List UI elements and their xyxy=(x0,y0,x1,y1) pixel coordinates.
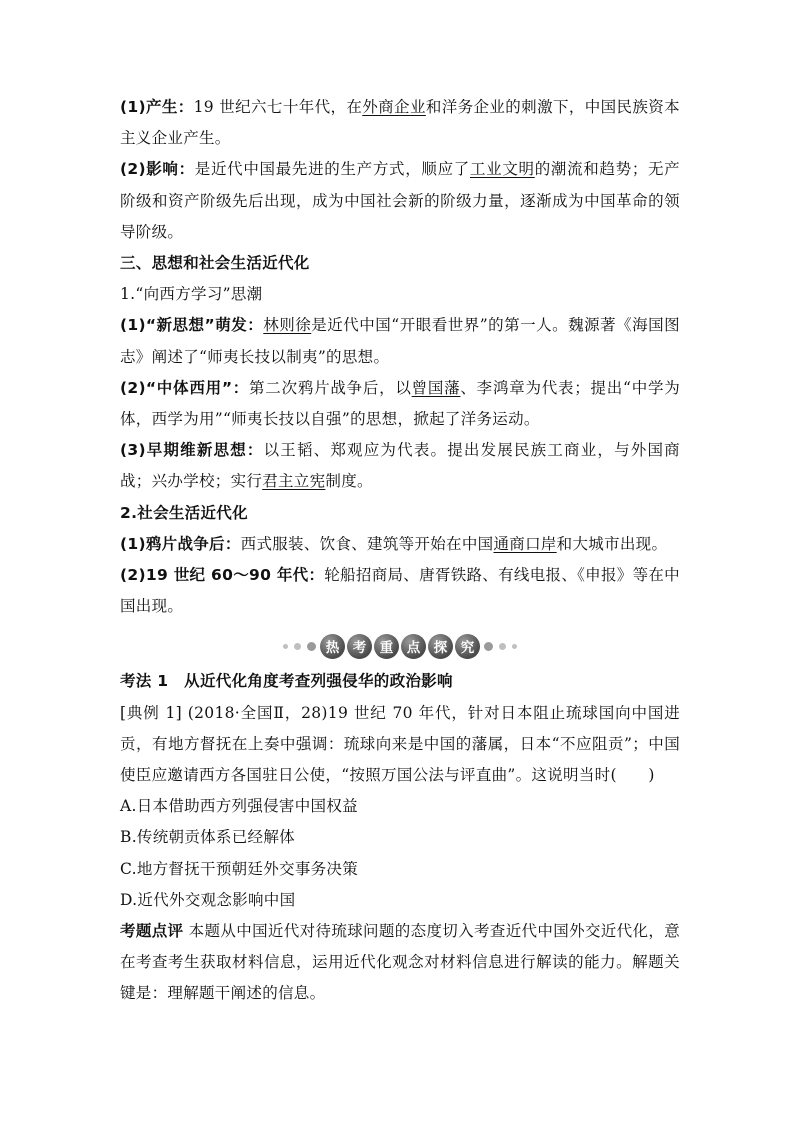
underlined-term: 外商企业 xyxy=(362,98,426,116)
text: 轮船招商局、唐胥铁路、有线电报、《申报》等在中国出现。 xyxy=(120,566,680,616)
paragraph-zhongti-xiyong xyxy=(120,373,680,435)
decor-dot-icon xyxy=(294,643,301,650)
option-c: C.地方督抚干预朝廷外交事务决策 xyxy=(120,859,359,878)
text: 是近代中国最先进的生产方式，顺应了 xyxy=(194,160,470,179)
document-page xyxy=(120,92,680,1010)
text: 以王韬、郑观应为代表。提出发展民族工商业，与外国商战；兴办学校；实行 xyxy=(120,441,680,491)
text: 的潮流和趋势；无产阶级和资产阶级先后出现，成为中国社会新的阶级力量，逐渐成为中国革命的领导阶级。 xyxy=(120,160,680,241)
text: 第二次鸦片战争后，以 xyxy=(249,378,412,397)
kaofa-heading: 考法 1 从近代化角度考查列强侵华的政治影响 xyxy=(120,672,453,691)
text: 、李鸿章为代表；提出“中学为体，西学为用”“师夷长技以自强”的思想，掀起了洋务运动。 xyxy=(120,378,681,429)
option-d: D.近代外交观念影响中国 xyxy=(120,890,296,909)
underlined-term: 君主立宪 xyxy=(262,472,326,491)
label-after-opium-war: (1)鸦片战争后： xyxy=(120,534,241,553)
label-zhongti-xiyong: (2)“中体西用”： xyxy=(120,378,250,397)
subheading-social-life: 2.社会生活近代化 xyxy=(120,503,248,522)
label-early-reform: (3)早期维新思想： xyxy=(120,441,264,460)
section-banner xyxy=(120,628,680,664)
decor-dot-icon xyxy=(307,642,316,651)
review-paragraph xyxy=(120,916,680,1010)
decor-dot-icon xyxy=(484,642,493,651)
paragraph-emergence xyxy=(120,92,680,154)
paragraph-early-reform xyxy=(120,435,680,497)
underlined-term: 工业文明 xyxy=(469,160,535,179)
underlined-term: 林则徐 xyxy=(263,316,312,335)
text: 本题从中国近代对待琉球问题的态度切入考查近代中国外交近代化，意在考查考生获取材料信息，运用近代化观念对材料信息进行解读的能力。解题关键是：理解题干阐述的信息。 xyxy=(120,922,680,1003)
text: 19 世纪六七十年代，在 xyxy=(193,98,363,116)
section-heading: 三、思想和社会生活近代化 xyxy=(120,254,310,273)
banner-char: 究 xyxy=(455,634,480,659)
underlined-term: 通商口岸 xyxy=(493,534,557,553)
label-new-thought: (1)“新思想”萌发： xyxy=(120,316,264,335)
text: 和洋务企业的刺激下，中国民族资本主义企业产生。 xyxy=(120,98,680,148)
paragraph-new-thought xyxy=(120,310,680,372)
banner-char: 热 xyxy=(320,634,345,659)
banner-char: 探 xyxy=(428,634,453,659)
underlined-term: 曾国藩 xyxy=(411,378,461,397)
label-emergence: (1)产生： xyxy=(120,98,194,116)
banner-char: 考 xyxy=(347,634,372,659)
example-question: [典例 1] (2018·全国Ⅱ，28)19 世纪 70 年代，针对日本阻止琉球国向中国进贡，有地方督抚在上奏中强调：琉球向来是中国的藩属，日本“不应阻贡”；中国使臣应邀请西方各国驻日公使，“按照万国公法与评直曲”。这说明当时( ) xyxy=(120,703,680,785)
paragraph-influence xyxy=(120,154,680,248)
review-label: 考题点评 xyxy=(120,922,184,941)
label-1860s-1890s: (2)19 世纪 60～90 年代： xyxy=(120,566,325,585)
banner-char: 重 xyxy=(374,634,399,659)
option-b: B.传统朝贡体系已经解体 xyxy=(120,828,295,847)
text: 和大城市出现。 xyxy=(556,534,668,553)
text: 西式服装、饮食、建筑等开始在中国 xyxy=(240,534,494,553)
decor-dot-icon xyxy=(512,644,517,649)
decor-dot-icon xyxy=(283,644,288,649)
paragraph-after-opium-war xyxy=(120,529,680,560)
label-influence: (2)影响： xyxy=(120,160,195,179)
text: 是近代中国“开眼看世界”的第一人。魏源著《海国图志》阐述了“师夷长技以制夷”的思想。 xyxy=(120,316,680,366)
paragraph-1860s-1890s xyxy=(120,560,680,622)
option-a: A.日本借助西方列强侵害中国权益 xyxy=(120,797,358,816)
text: 制度。 xyxy=(325,472,373,491)
banner-char: 点 xyxy=(401,634,426,659)
decor-dot-icon xyxy=(499,643,506,650)
subheading-west-learning: 1.“向西方学习”思潮 xyxy=(120,285,263,304)
